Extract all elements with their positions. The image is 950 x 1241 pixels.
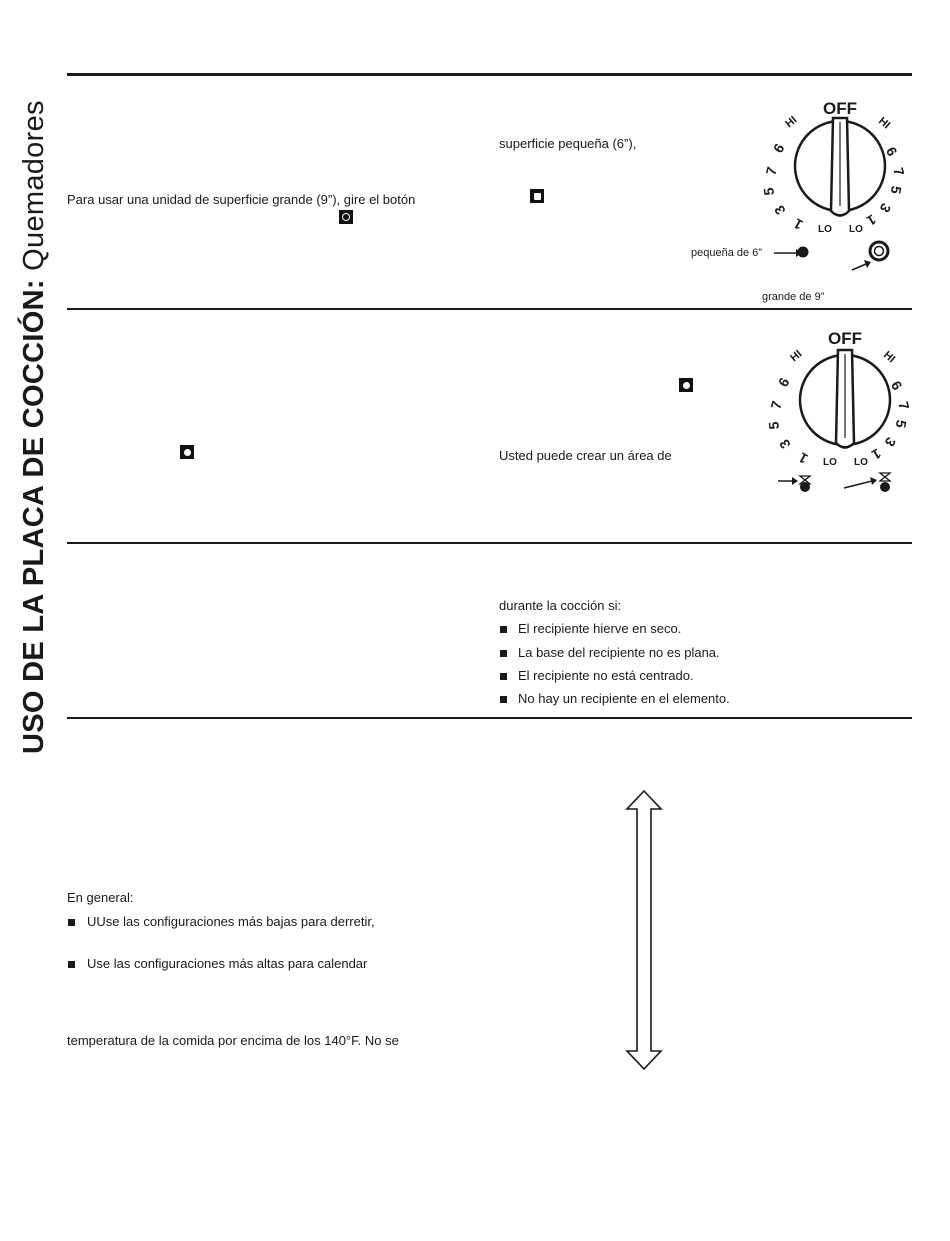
knob2-lo-left: LO (823, 457, 837, 468)
bullet-icon (68, 919, 75, 926)
knob2-left-3: 3 (775, 436, 794, 452)
bridge-element-icon-left (180, 445, 194, 459)
knob2-right-6: 6 (887, 378, 906, 393)
small-element-indicator-icon (774, 244, 810, 260)
knob-left-5: 5 (760, 186, 777, 197)
bridge-element-icon-right (679, 378, 693, 392)
knob-hi-right: HI (876, 115, 893, 132)
knob2-off-label: OFF (828, 329, 862, 348)
knob-lo-right: LO (849, 224, 863, 235)
section3-bullet-1: El recipiente hierve en seco. (518, 621, 682, 636)
large-element-label: grande de 9” (762, 291, 825, 303)
large-element-icon (339, 210, 353, 224)
knob2-left-6: 6 (774, 374, 793, 390)
knob2-left-5: 5 (765, 420, 782, 431)
bullet-icon (500, 626, 507, 633)
section3-intro: durante la cocción si: (499, 598, 622, 613)
side-title-bold: USO DE LA PLACA DE COCCIÓN: (18, 279, 50, 754)
section1-right-text: superficie pequeña (6”), (499, 136, 637, 151)
knob2-left-7: 7 (767, 399, 785, 411)
section4-heading: En general: (67, 890, 134, 905)
knob-left-3: 3 (770, 202, 789, 218)
section4-bullet-1: UUse las configuraciones más bajas para derretir, (87, 914, 375, 929)
small-element-label: pequeña de 6” (691, 247, 762, 259)
knob-off-label: OFF (823, 99, 857, 118)
knob-right-3: 3 (876, 200, 895, 216)
section1-left-text: Para usar una unidad de superficie grande (9”), gire el botón (67, 192, 416, 207)
knob2-right-1: 1 (869, 445, 884, 464)
knob-right-7: 7 (890, 165, 908, 178)
knob-left-6: 6 (769, 140, 788, 156)
knob2-hi-left: HI (788, 348, 805, 365)
knob-left-1: 1 (790, 215, 806, 234)
section3-bullet-2: La base del recipiente no es plana. (518, 645, 720, 660)
section2-right-text: Usted puede crear un área de (499, 448, 672, 463)
knob2-lo-right: LO (854, 457, 868, 468)
double-arrow-icon (624, 789, 664, 1071)
knob2-right-7: 7 (895, 399, 913, 412)
section4-footer-text: temperatura de la comida por encima de los 140°F. No se (67, 1033, 399, 1048)
knob2-left-1: 1 (795, 449, 811, 468)
knob2-right-5: 5 (892, 418, 910, 430)
bullet-icon (500, 696, 507, 703)
knob-left-7: 7 (762, 165, 780, 177)
knob-right-5: 5 (887, 184, 905, 196)
section3-bullet-3: El recipiente no está centrado. (518, 668, 694, 683)
section-rule-1 (67, 308, 912, 310)
knob-dial-1 (760, 96, 910, 236)
bullet-icon (500, 650, 507, 657)
knob-right-1: 1 (864, 211, 879, 230)
knob-hi-left: HI (783, 114, 800, 131)
side-title-light: Quemadores (18, 100, 50, 280)
knob-lo-left: LO (818, 224, 832, 235)
bridge-indicator-left-icon (776, 470, 812, 494)
small-element-icon (530, 189, 544, 203)
bullet-icon (68, 961, 75, 968)
bullet-icon (500, 673, 507, 680)
large-element-indicator-icon (850, 240, 892, 274)
section3-bullet-4: No hay un recipiente en el elemento. (518, 691, 730, 706)
knob2-hi-right: HI (881, 349, 898, 366)
side-title (16, 100, 52, 754)
bridge-indicator-right-icon (842, 468, 892, 494)
section-rule-3 (67, 717, 912, 719)
section-rule-top (67, 73, 912, 76)
section4-bullet-2: Use las configuraciones más altas para calendar (87, 956, 368, 971)
knob2-right-3: 3 (881, 434, 900, 450)
section-rule-2 (67, 542, 912, 544)
knob-dial-2 (765, 328, 915, 468)
knob-right-6: 6 (882, 144, 901, 159)
